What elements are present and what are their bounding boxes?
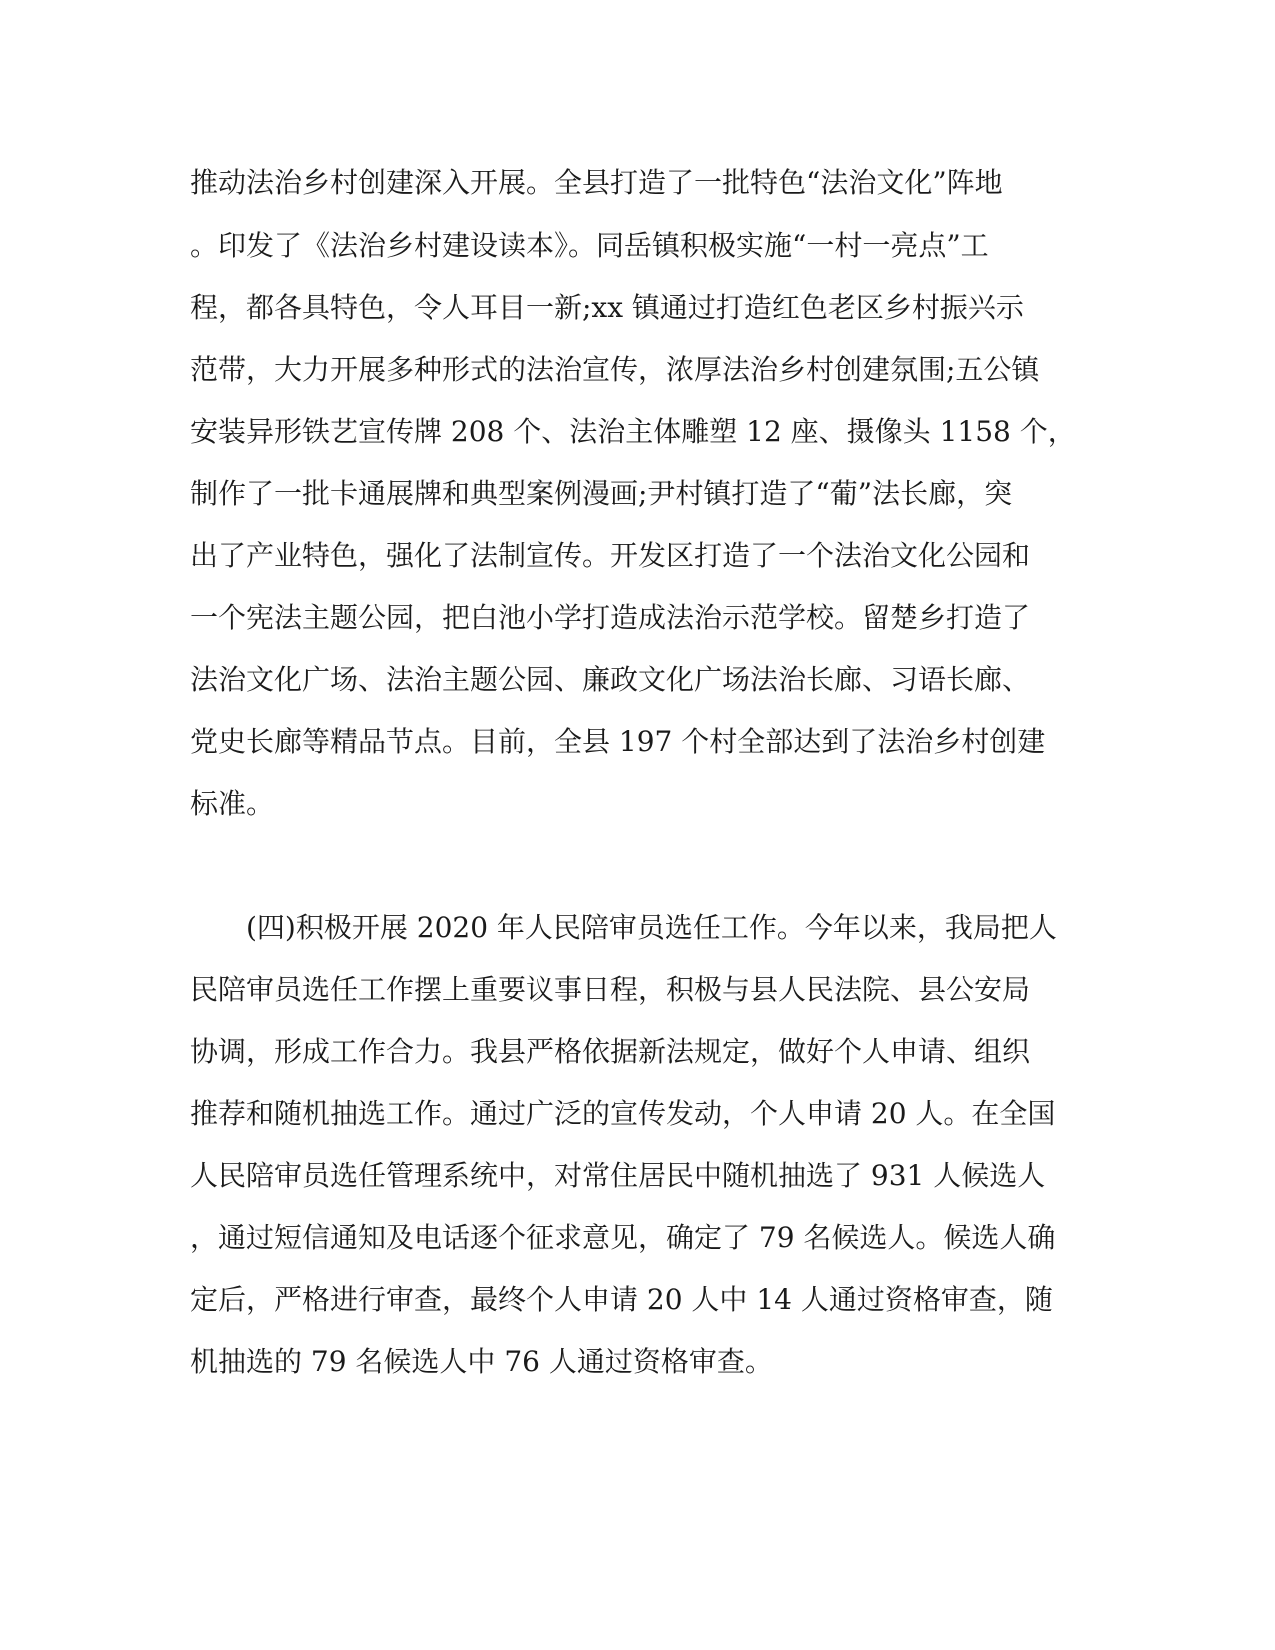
text-line: 程，都各具特色，令人耳目一新;xx 镇通过打造红色老区乡村振兴示 — [190, 291, 1024, 324]
text-line: ，通过短信通知及电话逐个征求意见，确定了 79 名候选人。候选人确 — [190, 1221, 1056, 1254]
text-line: 人民陪审员选任管理系统中，对常住居民中随机抽选了 931 人候选人 — [190, 1159, 1046, 1192]
text-line: 推动法治乡村创建深入开展。全县打造了一批特色“法治文化”阵地 — [190, 166, 1003, 199]
text-line: 法治文化广场、法治主题公园、廉政文化广场法治长廊、习语长廊、 — [190, 663, 1031, 696]
text-line: 推荐和随机抽选工作。通过广泛的宣传发动，个人申请 20 人。在全国 — [190, 1097, 1056, 1130]
text-line: 范带，大力开展多种形式的法治宣传，浓厚法治乡村创建氛围;五公镇 — [190, 353, 1040, 386]
text-line: 一个宪法主题公园，把白池小学打造成法治示范学校。留楚乡打造了 — [190, 601, 1031, 634]
text-line: 党史长廊等精品节点。目前，全县 197 个村全部达到了法治乡村创建 — [190, 725, 1046, 758]
text-line: 机抽选的 79 名候选人中 76 人通过资格审查。 — [190, 1345, 773, 1378]
text-line: 标准。 — [190, 787, 275, 820]
text-line: 。印发了《法治乡村建设读本》。同岳镇积极实施“一村一亮点”工 — [190, 229, 989, 262]
paragraph-start-line: (四)积极开展 2020 年人民陪审员选任工作。今年以来，我局把人 — [246, 911, 1057, 944]
text-line: 定后，严格进行审查，最终个人申请 20 人中 14 人通过资格审查，随 — [190, 1283, 1053, 1316]
text-line: 协调，形成工作合力。我县严格依据新法规定，做好个人申请、组织 — [190, 1035, 1031, 1068]
text-line: 制作了一批卡通展牌和典型案例漫画;尹村镇打造了“葡”法长廊，突 — [190, 477, 1013, 510]
text-line: 安装异形铁艺宣传牌 208 个、法治主体雕塑 12 座、摄像头 1158 个， — [190, 415, 1076, 448]
text-line: 出了产业特色，强化了法制宣传。开发区打造了一个法治文化公园和 — [190, 539, 1031, 572]
text-line: 民陪审员选任工作摆上重要议事日程，积极与县人民法院、县公安局 — [190, 973, 1031, 1006]
